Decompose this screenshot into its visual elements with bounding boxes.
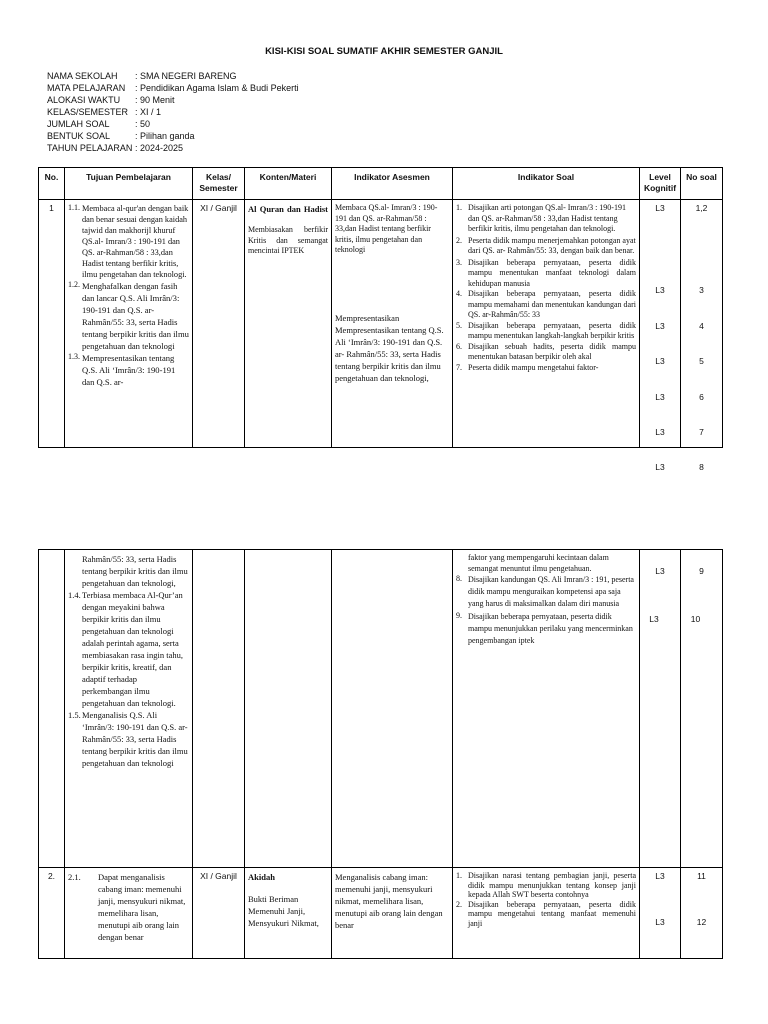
list-item [456, 258, 636, 290]
item-text: Mempresentasikan tentang Q.S. Ali ‘Imrân/3: 190-191 dan Q.S. ar- [82, 353, 176, 387]
table-row [39, 200, 723, 448]
item-number: 7. [456, 362, 462, 372]
list-item [68, 589, 189, 709]
meta-key: MATA PELAJARAN [47, 83, 126, 93]
konten-cell [245, 200, 332, 448]
level-cell [640, 868, 681, 959]
kisi-kisi-table-page-2 [38, 549, 723, 959]
asesmen-text: Membaca QS.al- Imran/3 : 190-191 dan QS. ar-Rahman/58 : 33,dan Hadist tentang berfikir kritis, ilmu pengetahan dan teknologi [335, 203, 438, 254]
level-value: L3 [655, 285, 665, 295]
item-text: Disajikan beberapa pernyataan, peserta didik mampu menunjukkan perilaku yang mencerminkan pengembangan iptek [468, 612, 633, 645]
question-number: 1,2 [695, 203, 708, 213]
meta-key: BENTUK SOAL [47, 131, 111, 141]
meta-row [47, 142, 299, 154]
list-item [456, 363, 636, 374]
item-text: Membaca al-qur'an dengan baik dan benar sesuai dengan kaidah tajwid dan makhorijl khuruf QS.al- Imran/3 : 190-191 dan QS. ar-Rahman/58 : 33,dan Hadist tentang berfikir kritis, ilmu pengetahan dan teknologi. [82, 204, 189, 279]
header-konten: Konten/Materi [245, 168, 332, 200]
meta-value: : Pendidikan Agama Islam & Budi Pekerti [135, 83, 299, 93]
question-number: 10 [690, 614, 701, 624]
header-asesmen: Indikator Asesmen [332, 168, 453, 200]
list-item [68, 352, 189, 388]
item-number: 1.1. [68, 203, 80, 212]
list-item [456, 203, 636, 235]
row-number: 2. [39, 868, 65, 959]
list-item [456, 236, 636, 257]
question-number: 3 [699, 285, 704, 295]
item-number: 9. [456, 611, 462, 620]
meta-value: : Pilihan ganda [135, 131, 195, 141]
level-value: L3 [655, 871, 665, 881]
meta-row [47, 118, 299, 130]
item-text: Rahmân/55: 33, serta Hadis tentang berpikir kritis dan ilmu pengetahuan dan teknologi, [82, 554, 188, 588]
konten-cell [245, 550, 332, 868]
meta-key: KELAS/SEMESTER [47, 107, 129, 117]
level-value: L3 [655, 356, 665, 366]
item-number: 8. [456, 574, 462, 583]
meta-value: : 90 Menit [135, 95, 175, 105]
list-item [456, 321, 636, 342]
list-item [456, 871, 636, 900]
header-tujuan: Tujuan Pembelajaran [65, 168, 193, 200]
level-value: L3 [655, 203, 665, 213]
item-text: Disajikan sebuah hadits, peserta didik mampu menentukan batasan berpikir oleh akal [468, 341, 636, 361]
item-number: 6. [456, 341, 462, 351]
level-cell [640, 200, 681, 472]
question-number: 11 [697, 871, 706, 881]
level-value: L3 [655, 321, 665, 331]
meta-row [47, 82, 299, 94]
header-level: Level Kognitif [640, 168, 681, 200]
konten-desc: Bukti Beriman Memenuhi Janji, Mensyukuri Nikmat, [248, 894, 319, 928]
asesmen-text: Menganalisis cabang iman: memenuhi janji, mensyukuri nikmat, memelihara lisan, menutupi aib orang lain dengan benar [335, 872, 443, 930]
header-kelas: Kelas/ Semester [193, 168, 245, 200]
question-number: 6 [699, 392, 704, 402]
konten-desc: Membiasakan berfikir Kritis dan semangat mencintai IPTEK [248, 225, 328, 255]
list-item [456, 611, 636, 647]
meta-key: ALOKASI WAKTU [47, 95, 121, 105]
list-item [456, 900, 636, 929]
item-text: Disajikan beberapa pernyataan, peserta didik mampu mengetahui tentang manfaat memenuhi janji [468, 899, 636, 928]
list-item [68, 203, 189, 280]
meta-key: TAHUN PELAJARAN [47, 143, 133, 153]
kelas-cell: XI / Ganjil [193, 868, 245, 959]
item-text: Disajikan narasi tentang pembagian janji, peserta didik mampu menunjukkan tentang konsep janji kepada Allah SWT beserta contohnya [468, 871, 636, 899]
asesmen-cell [332, 550, 453, 868]
item-text: Dapat menganalisis cabang iman: memenuhi janji, mensyukuri nikmat, memelihara lisan, menutupi aib orang lain dengan benar [98, 872, 186, 942]
question-number: 4 [699, 321, 704, 331]
nosoal-cell [681, 550, 723, 868]
meta-row [47, 106, 299, 118]
item-text: Peserta didik mampu mengetahui faktor- [468, 362, 599, 372]
meta-key: JUMLAH SOAL [47, 119, 110, 129]
row-number: 1 [39, 200, 65, 448]
indikator-cell [453, 868, 640, 959]
nosoal-cell [681, 868, 723, 959]
list-item [456, 574, 636, 610]
item-number: 1.2. [68, 280, 80, 289]
item-text: Disajikan arti potongan QS.al- Imran/3 : 190-191 dan QS. ar-Rahman/58 : 33,dan Hadist tentang berfikir kritis, ilmu pengetahan dan teknologi. [468, 203, 626, 233]
meta-value: : 2024-2025 [135, 143, 184, 153]
tujuan-cell [65, 868, 193, 959]
kelas-cell [193, 550, 245, 868]
item-number: 1. [456, 203, 462, 212]
meta-key: NAMA SEKOLAH [47, 71, 118, 81]
level-value: L3 [655, 462, 665, 472]
question-number: 5 [699, 356, 704, 366]
header-indikator-soal: Indikator Soal [453, 168, 640, 200]
konten-title: Al Quran dan Hadist [248, 204, 328, 214]
item-text: Disajikan beberapa pernyataan, peserta didik mampu menentukan langkah-langkah berpikir kritis [468, 320, 636, 340]
question-number: 7 [699, 427, 704, 437]
list-item [68, 709, 189, 769]
meta-value: : XI / 1 [135, 107, 162, 117]
list-item [456, 289, 636, 321]
item-number: 1.3. [68, 352, 80, 361]
nosoal-cell [681, 200, 723, 472]
konten-title: Akidah [248, 872, 275, 882]
meta-row [47, 130, 299, 142]
asesmen-text: Mempresentasikan Mempresentasikan tentang Q.S. Ali ‘Imrân/3: 190-191 dan Q.S. ar- Rahmân/55: 33, serta Hadis tentang berpikir kritis dan ilmu pengetahuan dan teknologi, [335, 312, 444, 383]
item-number: 3. [456, 257, 462, 267]
tujuan-cell [65, 200, 193, 448]
tujuan-cell [65, 550, 193, 868]
list-item [456, 342, 636, 363]
asesmen-cell [332, 868, 453, 959]
table-row [39, 550, 723, 868]
header-no: No. [39, 168, 65, 200]
item-text: Terbiasa membaca Al-Qur’an dengan meyakini bahwa berpikir kritis dan ilmu pengetahuan dan teknologi adalah perintah agama, serta membiasakan rasa ingin tahu, berpikir kritis, kreatif, dan adaptif terhadap perkembangan ilmu pengetahuan dan teknologi. [82, 590, 184, 708]
meta-row [47, 70, 299, 82]
table-row [39, 868, 723, 959]
item-text: Menghafalkan dengan fasih dan lancar Q.S. Ali Imrân/3: 190-191 dan Q.S. ar-Rahmân/55: 33, serta Hadis tentang berpikir kritis dan ilmu pengetahuan dan teknologi [82, 281, 189, 351]
question-number: 8 [699, 462, 704, 472]
meta-value: : SMA NEGERI BARENG [135, 71, 237, 81]
item-text: Disajikan kandungan QS. Ali Imran/3 : 191, peserta didik mampu menguraikan kompetensi apa saja yang harus di maksimalkan dalam diri manusia [468, 575, 634, 608]
item-number: 1.4. [68, 590, 81, 600]
item-text: Menganalisis Q.S. Ali ‘Imrân/3: 190-191 dan Q.S. ar-Rahmân/55: 33, serta Hadis tentang berpikir kritis dan ilmu pengetahuan dan teknologi [82, 710, 188, 768]
item-number: 2. [456, 235, 462, 245]
item-number: 5. [456, 320, 462, 330]
item-number: 1. [456, 871, 462, 880]
item-number: 1.5. [68, 710, 81, 720]
item-number: 2. [456, 899, 462, 909]
document-meta [47, 70, 299, 154]
asesmen-cell [332, 200, 453, 448]
row-number [39, 550, 65, 868]
list-item [68, 280, 189, 352]
table-header-row [39, 168, 723, 200]
meta-value: : 50 [135, 119, 151, 129]
item-text: Disajikan beberapa pernyataan, peserta didik mampu menentukan manfaat teknologi dalam kehidupan manusia [468, 257, 636, 288]
item-number: 2.1. [68, 872, 81, 882]
level-cell [640, 550, 681, 868]
header-no-soal: No soal [681, 168, 723, 200]
question-number: 12 [696, 917, 707, 927]
list-item [68, 871, 189, 943]
kelas-cell: XI / Ganjil [193, 200, 245, 448]
level-value: L3 [655, 917, 665, 927]
document-title: KISI-KISI SOAL SUMATIF AKHIR SEMESTER GANJIL [265, 46, 503, 57]
question-number: 9 [699, 566, 704, 576]
level-value: L3 [655, 566, 665, 576]
level-value: L3 [655, 392, 665, 402]
meta-row [47, 94, 299, 106]
item-text: faktor yang mempengaruhi kecintaan dalam semangat menuntut ilmu pengetahuan. [468, 553, 609, 573]
level-value: L3 [649, 614, 659, 624]
konten-cell [245, 868, 332, 959]
item-number: 4. [456, 289, 462, 298]
item-text: Disajikan beberapa pernyataan, peserta didik mampu memahami dan menentukan kandungan dari QS. ar-Rahmân/55: 33 [468, 289, 636, 319]
indikator-cell [453, 550, 640, 868]
level-value: L3 [655, 427, 665, 437]
kisi-kisi-table-page-1 [38, 167, 723, 472]
indikator-cell [453, 200, 640, 448]
item-text: Peserta didik mampu menerjemahkan potongan ayat dari QS. ar- Rahmân/55: 33, dengan baik dan benar. [468, 235, 636, 255]
